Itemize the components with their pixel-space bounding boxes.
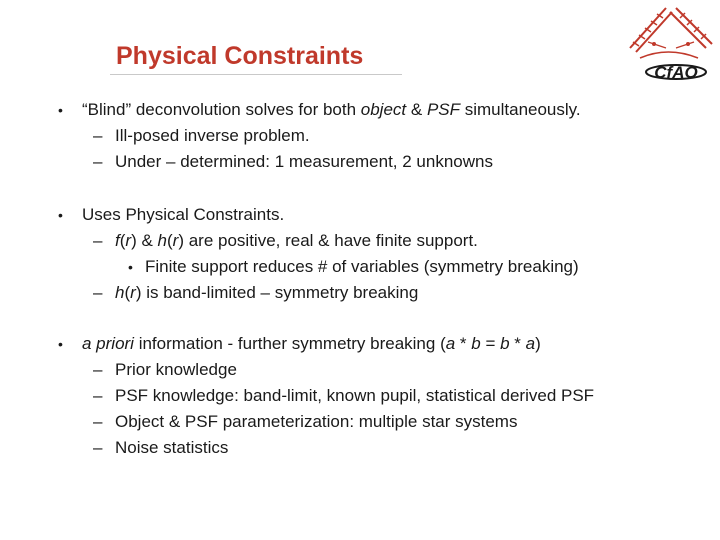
sub-3-4-dash: – — [93, 438, 103, 457]
logo-band-right — [676, 8, 712, 44]
subsub-2-1-text: Finite support reduces # of variables (symmetry breaking) — [145, 257, 579, 276]
sub-2-1-dash: – — [93, 231, 103, 250]
slide-title: Physical Constraints — [116, 42, 364, 70]
sub-3-1-text: Prior knowledge — [115, 360, 237, 379]
sub-1-2-text: Under – determined: 1 measurement, 2 unknowns — [115, 152, 493, 171]
bullet-2-text: Uses Physical Constraints. — [82, 205, 285, 224]
bullet-1-marker: • — [58, 102, 63, 118]
sub-3-4-text: Noise statistics — [115, 438, 229, 457]
sub-3-3-dash: – — [93, 412, 103, 431]
sub-2-2-text: h(r) is band-limited – symmetry breaking — [115, 283, 419, 302]
sub-1-1-dash: – — [93, 126, 103, 145]
sub-2-1-text: f(r) & h(r) are positive, real & have finite support. — [115, 231, 478, 250]
cfao-logo — [618, 2, 718, 80]
bullet-3-text: a priori information - further symmetry breaking (a * b = b * a) — [82, 334, 541, 353]
subsub-2-1-marker: • — [128, 259, 133, 275]
title-divider — [110, 74, 402, 75]
sub-1-2-dash: – — [93, 152, 103, 171]
sub-1-1-text: Ill-posed inverse problem. — [115, 126, 310, 145]
sub-3-3-text: Object & PSF parameterization: multiple star systems — [115, 412, 518, 431]
bullet-2-marker: • — [58, 207, 63, 223]
sub-3-2-text: PSF knowledge: band-limit, known pupil, statistical derived PSF — [115, 386, 595, 405]
sub-2-2-dash: – — [93, 283, 103, 302]
sub-3-2-dash: – — [93, 386, 103, 405]
bullet-3-marker: • — [58, 336, 63, 352]
bullet-1-text: “Blind” deconvolution solves for both object & PSF simultaneously. — [82, 100, 581, 119]
logo-text: CfAO — [654, 63, 698, 80]
sub-3-1-dash: – — [93, 360, 103, 379]
